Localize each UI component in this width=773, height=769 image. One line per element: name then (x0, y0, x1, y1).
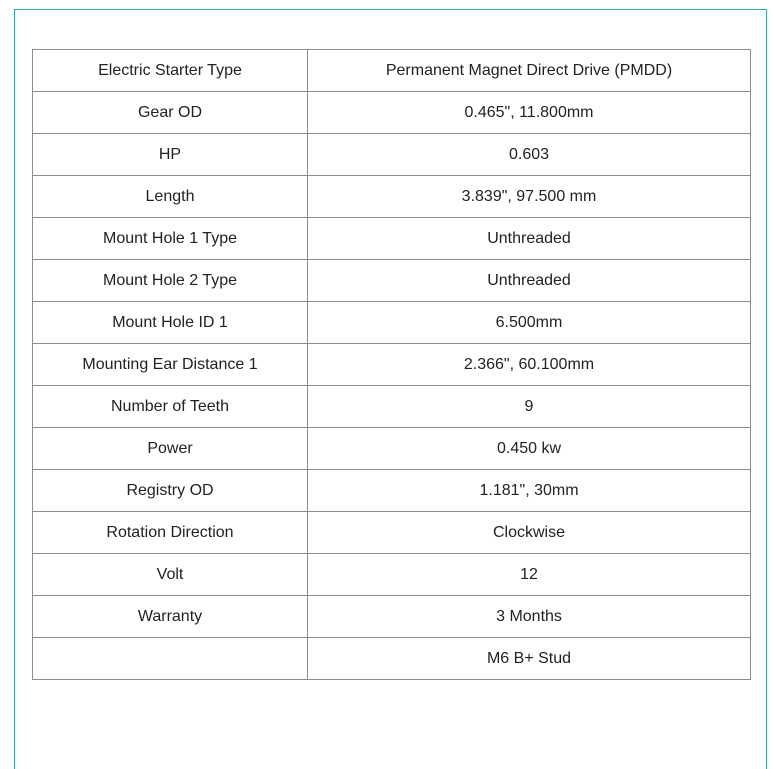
spec-value: 1.181", 30mm (308, 470, 751, 512)
table-row (33, 554, 751, 596)
table-row (33, 92, 751, 134)
table-row (33, 428, 751, 470)
table-row (33, 512, 751, 554)
spec-label: Mounting Ear Distance 1 (33, 344, 308, 386)
spec-value: 3 Months (308, 596, 751, 638)
table-row (33, 218, 751, 260)
spec-label: Rotation Direction (33, 512, 308, 554)
spec-value: 6.500mm (308, 302, 751, 344)
spec-value: Permanent Magnet Direct Drive (PMDD) (308, 50, 751, 92)
spec-label: Mount Hole ID 1 (33, 302, 308, 344)
table-row (33, 260, 751, 302)
spec-value: Clockwise (308, 512, 751, 554)
spec-value: 0.603 (308, 134, 751, 176)
spec-label: HP (33, 134, 308, 176)
spec-label: Volt (33, 554, 308, 596)
spec-value: Unthreaded (308, 218, 751, 260)
spec-value: 0.450 kw (308, 428, 751, 470)
table-row (33, 344, 751, 386)
spec-value: Unthreaded (308, 260, 751, 302)
table-row (33, 176, 751, 218)
spec-label: Number of Teeth (33, 386, 308, 428)
table-row (33, 470, 751, 512)
spec-label: Mount Hole 1 Type (33, 218, 308, 260)
spec-label: Warranty (33, 596, 308, 638)
table-row (33, 302, 751, 344)
spec-value: 0.465", 11.800mm (308, 92, 751, 134)
spec-value: 3.839", 97.500 mm (308, 176, 751, 218)
spec-label: Electric Starter Type (33, 50, 308, 92)
table-row (33, 596, 751, 638)
spec-table (32, 49, 751, 680)
table-row (33, 386, 751, 428)
spec-value: 12 (308, 554, 751, 596)
spec-label: Length (33, 176, 308, 218)
spec-label: Power (33, 428, 308, 470)
spec-value: 9 (308, 386, 751, 428)
spec-value: M6 B+ Stud (308, 638, 751, 680)
spec-label: Gear OD (33, 92, 308, 134)
table-row (33, 134, 751, 176)
table-row (33, 638, 751, 680)
spec-label (33, 638, 308, 680)
spec-label: Registry OD (33, 470, 308, 512)
spec-label: Mount Hole 2 Type (33, 260, 308, 302)
spec-value: 2.366", 60.100mm (308, 344, 751, 386)
table-row (33, 50, 751, 92)
